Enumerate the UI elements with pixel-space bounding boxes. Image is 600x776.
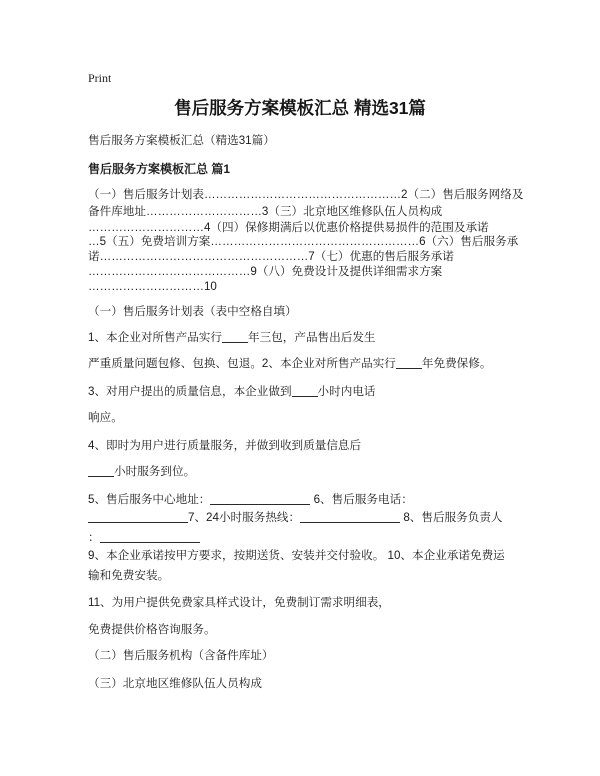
plan-line bbox=[88, 331, 376, 345]
plan-line bbox=[88, 531, 200, 545]
plan-text: 3、对用户提出的质量信息，本企业做到 bbox=[88, 385, 292, 398]
plan-line bbox=[88, 549, 505, 563]
toc-line: ……………………………………9（八）免费设计及提供详细需求方案 bbox=[88, 265, 443, 278]
fill-in-blank bbox=[88, 511, 188, 523]
plan-text: 5、售后服务中心地址： bbox=[88, 493, 211, 506]
plan-line bbox=[88, 493, 413, 507]
fill-in-blank bbox=[300, 511, 400, 523]
fill-in-blank bbox=[210, 493, 310, 505]
fill-in-blank bbox=[100, 531, 200, 543]
toc-line: （一）售后服务计划表……………………………………………2（二）售后服务网络及 bbox=[88, 188, 524, 201]
fill-in-blank bbox=[222, 331, 248, 343]
fill-in-blank bbox=[396, 357, 422, 369]
subsection-heading: （二）售后服务机构（含备件库址） bbox=[88, 649, 274, 662]
plan-text: 9、本企业承诺按甲方要求，按期送货、安装并交付验收。 10、本企业承诺免费运 bbox=[88, 549, 505, 562]
fill-in-blank bbox=[88, 465, 114, 477]
plan-line bbox=[88, 357, 491, 371]
plan-line bbox=[88, 465, 195, 479]
plan-text: 小时内电话 bbox=[317, 385, 376, 398]
plan-text: 年三包，产品售出后发生 bbox=[247, 331, 376, 344]
plan-text: 严重质量问题包修、包换、包退。2、本企业对所售产品实行 bbox=[88, 357, 396, 370]
plan-text: 6、售后服务电话： bbox=[310, 493, 413, 506]
toc-line: 诺………………………………………………7（七）优惠的售后服务承诺 bbox=[88, 250, 454, 263]
toc-line: 备件库地址…………………………3（三）北京地区维修队伍人员构成 bbox=[88, 205, 443, 218]
plan-line bbox=[88, 511, 503, 525]
plan-heading: （一）售后服务计划表（表中空格自填） bbox=[88, 305, 297, 318]
plan-line bbox=[88, 623, 216, 637]
plan-text: ： bbox=[88, 531, 100, 544]
plan-line bbox=[88, 596, 390, 610]
plan-text: 7、24小时服务热线： bbox=[188, 511, 301, 524]
plan-text: 免费提供价格咨询服务。 bbox=[88, 623, 216, 636]
plan-line bbox=[88, 385, 376, 399]
plan-text: 1、本企业对所售产品实行 bbox=[88, 331, 222, 344]
plan-text: 响应。 bbox=[88, 411, 123, 424]
toc-line: …5（五）免费培训方案………………………………………………6（六）售后服务承 bbox=[88, 235, 519, 248]
plan-text: 11、为用户提供免费家具样式设计，免费制订需求明细表， bbox=[88, 596, 390, 609]
plan-text: 年免费保修。 bbox=[421, 357, 492, 370]
subsection-heading: （三）北京地区维修队伍人员构成 bbox=[88, 677, 262, 690]
plan-line bbox=[88, 439, 361, 453]
plan-text: 8、售后服务负责人 bbox=[400, 511, 503, 524]
plan-text: 小时服务到位。 bbox=[114, 465, 196, 478]
fill-in-blank bbox=[292, 385, 318, 397]
toc-line: …………………………10 bbox=[88, 280, 217, 293]
print-link[interactable]: Print bbox=[88, 71, 112, 85]
plan-text: 4、即时为用户进行质量服务，并做到收到质量信息后 bbox=[88, 439, 362, 452]
plan-line bbox=[88, 411, 123, 425]
plan-line bbox=[88, 569, 169, 583]
toc-line: …………………………4（四）保修期满后以优惠价格提供易损件的范围及承诺 bbox=[88, 221, 489, 234]
document-title: 售后服务方案模板汇总 精选31篇 bbox=[174, 98, 426, 118]
plan-text: 输和免费安装。 bbox=[88, 569, 170, 582]
document-subtitle: 售后服务方案模板汇总（精选31篇） bbox=[88, 134, 275, 147]
section-heading: 售后服务方案模板汇总 篇1 bbox=[88, 162, 231, 176]
